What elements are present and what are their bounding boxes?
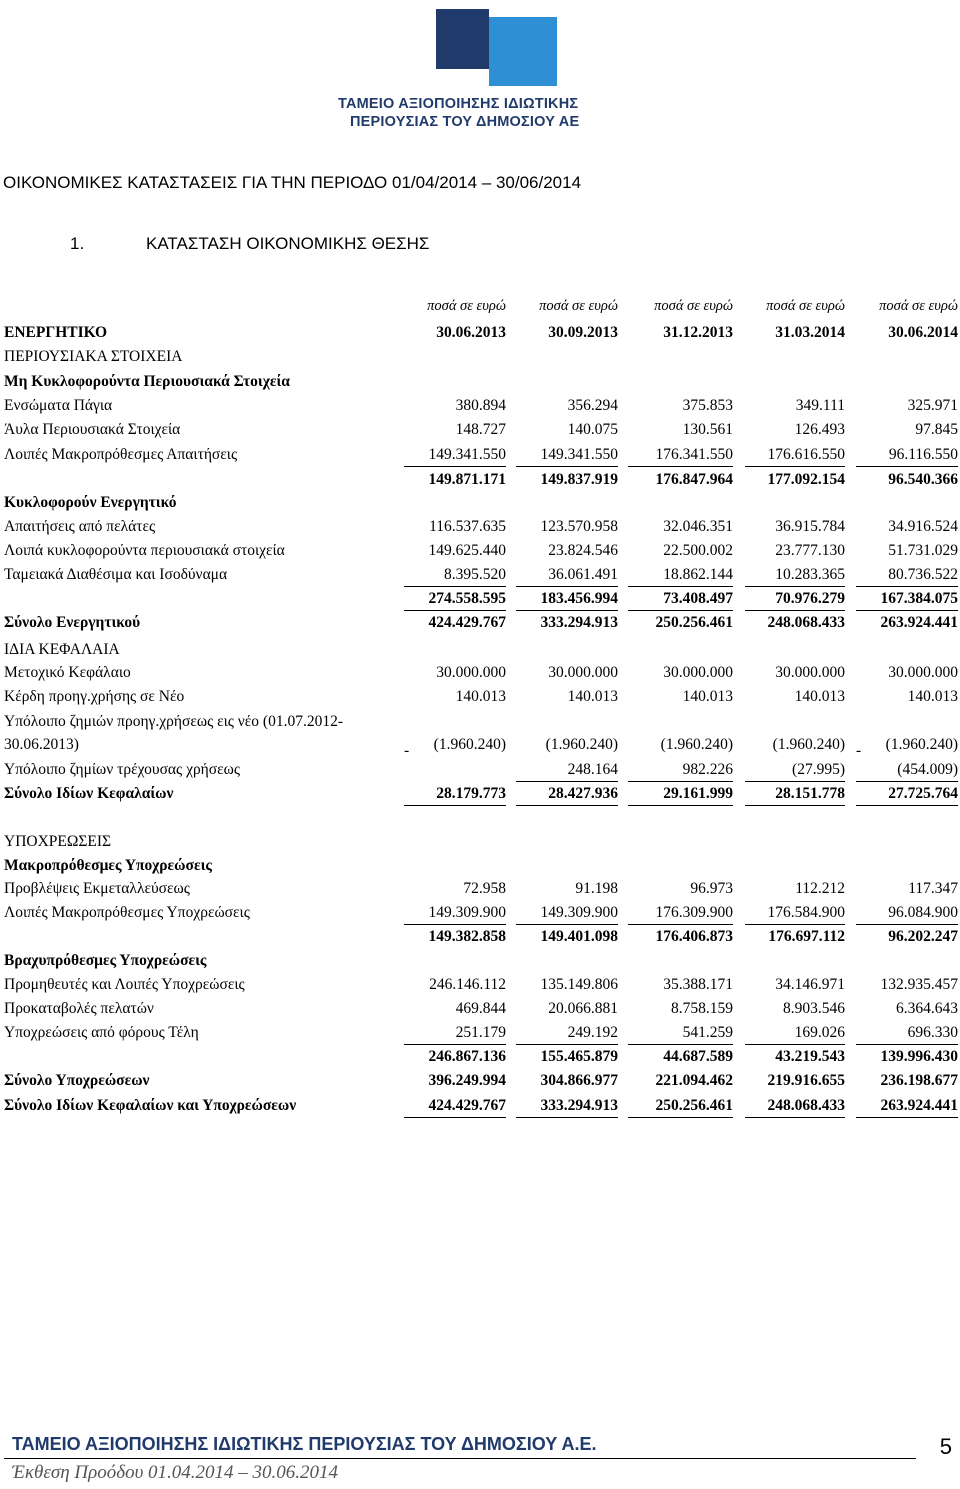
logo-line-2: ΠΕΡΙΟΥΣΙΑΣ ΤΟΥ ΔΗΜΟΣΙΟΥ ΑΕ — [350, 114, 580, 130]
row-label: Υπόλοιπο ζημίων τρέχουσας χρήσεως — [4, 761, 240, 778]
section-heading — [70, 234, 429, 254]
value-cell: 36.915.784 — [775, 518, 845, 535]
value-cell: 30.000.000 — [548, 664, 618, 681]
value-cell: 30.06.2014 — [888, 324, 958, 341]
table-row — [4, 614, 956, 636]
value-cell: 263.924.441 — [880, 614, 958, 631]
row-label: ΕΝΕΡΓΗΤΙΚΟ — [4, 324, 108, 341]
value-cell — [628, 641, 733, 661]
value-cell: 43.219.543 — [775, 1048, 845, 1065]
value-cell — [745, 373, 845, 393]
value-cell: - (1.960.240) — [856, 736, 958, 756]
value-cell: 155.465.879 — [540, 1048, 618, 1065]
table-row — [4, 446, 956, 468]
table-row — [4, 761, 956, 783]
value-cell: 396.249.994 — [428, 1072, 506, 1089]
value-cell: 18.862.144 — [628, 566, 733, 587]
value-cell: 91.198 — [575, 880, 618, 897]
value-cell — [516, 713, 618, 733]
value-cell — [745, 494, 845, 514]
section-title: ΚΑΤΑΣΤΑΣΗ ΟΙΚΟΝΟΜΙΚΗΣ ΘΕΣΗΣ — [146, 234, 430, 253]
value-cell: 140.075 — [567, 421, 618, 438]
value-cell: 424.429.767 — [428, 614, 506, 631]
value-cell: - (1.960.240) — [404, 736, 506, 756]
value-cell: 28.427.936 — [516, 785, 618, 806]
value-cell: 30.000.000 — [436, 664, 506, 681]
value-cell: 31.03.2014 — [775, 324, 845, 341]
value-cell: 135.149.806 — [540, 976, 618, 993]
value-cell: 130.561 — [682, 421, 733, 438]
value-cell: 149.401.098 — [540, 928, 618, 945]
value-cell: 126.493 — [794, 421, 845, 438]
value-cell: 250.256.461 — [628, 1097, 733, 1118]
value-cell: 96.084.900 — [856, 904, 958, 925]
value-cell: 982.226 — [628, 761, 733, 782]
row-label: Σύνολο Ιδίων Κεφαλαίων και Υποχρεώσεων — [4, 1097, 297, 1114]
value-cell: 149.625.440 — [428, 542, 506, 559]
table-row — [4, 664, 956, 686]
value-cell: 246.146.112 — [429, 976, 506, 993]
value-cell: 149.871.171 — [428, 471, 506, 488]
table-row — [4, 976, 956, 998]
logo-dark-square — [436, 9, 489, 69]
value-cell: 149.837.919 — [540, 471, 618, 488]
value-cell: 249.192 — [516, 1024, 618, 1045]
value-cell — [516, 494, 618, 514]
value-cell: 123.570.958 — [540, 518, 618, 535]
value-cell: 176.406.873 — [655, 928, 733, 945]
value-cell: 96.540.366 — [888, 471, 958, 488]
table-row — [4, 904, 956, 926]
value-cell: 73.408.497 — [628, 590, 733, 611]
table-row — [4, 928, 956, 950]
row-label: Ενσώματα Πάγια — [4, 397, 113, 414]
value-cell: 36.061.491 — [516, 566, 618, 587]
row-label: ΠΕΡΙΟΥΣΙΑΚΑ ΣΤΟΙΧΕΙΑ — [4, 348, 183, 365]
value-cell: 469.844 — [455, 1000, 506, 1017]
table-row — [4, 1048, 956, 1070]
value-cell: 28.151.778 — [745, 785, 845, 806]
value-cell: 140.013 — [682, 688, 733, 705]
value-cell: 117.347 — [908, 880, 958, 897]
row-label: Σύνολο Υποχρεώσεων — [4, 1072, 150, 1089]
row-label: Λοιπές Μακροπρόθεσμες Υποχρεώσεις — [4, 904, 250, 921]
value-cell — [856, 348, 958, 368]
value-cell: ποσά σε ευρώ — [539, 298, 618, 314]
value-cell: 236.198.677 — [880, 1072, 958, 1089]
table-row — [4, 952, 956, 974]
table-row — [4, 736, 956, 758]
footer-divider — [4, 1458, 916, 1459]
value-cell: 541.259 — [628, 1024, 733, 1045]
row-label: Άυλα Περιουσιακά Στοιχεία — [4, 421, 181, 438]
value-cell — [404, 952, 506, 972]
table-row — [4, 1000, 956, 1022]
value-cell: 23.777.130 — [775, 542, 845, 559]
value-cell: 34.916.524 — [888, 518, 958, 535]
page-number: 5 — [939, 1434, 952, 1459]
value-cell: 176.341.550 — [628, 446, 733, 467]
value-cell: 333.294.913 — [516, 1097, 618, 1118]
table-row — [4, 373, 956, 395]
value-cell: 246.867.136 — [428, 1048, 506, 1065]
row-label: Υποχρεώσεις από φόρους Τέλη — [4, 1024, 199, 1041]
table-row — [4, 1024, 956, 1046]
value-cell: 149.309.900 — [404, 904, 506, 925]
row-label: 30.06.2013) — [4, 736, 79, 753]
value-cell — [516, 641, 618, 661]
value-cell: 375.853 — [682, 397, 733, 414]
value-cell: 424.429.767 — [404, 1097, 506, 1118]
row-label: Σύνολο Ενεργητικού — [4, 614, 141, 631]
table-row — [4, 566, 956, 588]
value-cell — [745, 857, 845, 877]
table-row — [4, 518, 956, 540]
value-cell: 176.847.964 — [655, 471, 733, 488]
row-label: Μη Κυκλοφορούντα Περιουσιακά Στοιχεία — [4, 373, 290, 390]
value-cell — [404, 348, 506, 368]
value-cell: 30.000.000 — [663, 664, 733, 681]
value-cell: 97.845 — [915, 421, 958, 438]
value-cell: 30.06.2013 — [436, 324, 506, 341]
value-cell — [628, 494, 733, 514]
row-label: Βραχυπρόθεσμες Υποχρεώσεις — [4, 952, 207, 969]
row-label: ΙΔΙΑ ΚΕΦΑΛΑΙΑ — [4, 641, 120, 658]
footer-subtitle: Έκθεση Προόδου 01.04.2014 – 30.06.2014 — [12, 1462, 339, 1483]
value-cell: 148.727 — [455, 421, 506, 438]
value-cell: 96.116.550 — [856, 446, 958, 467]
value-cell: 28.179.773 — [404, 785, 506, 806]
value-cell: 140.013 — [907, 688, 958, 705]
value-cell: 221.094.462 — [655, 1072, 733, 1089]
value-cell: 274.558.595 — [404, 590, 506, 611]
row-label: Σύνολο Ιδίων Κεφαλαίων — [4, 785, 174, 802]
value-cell — [856, 373, 958, 393]
value-cell: (1.960.240) — [772, 736, 845, 753]
value-cell: 140.013 — [455, 688, 506, 705]
value-cell — [516, 348, 618, 368]
value-cell: 30.000.000 — [775, 664, 845, 681]
value-cell: 20.066.881 — [548, 1000, 618, 1017]
value-cell: 96.973 — [690, 880, 733, 897]
table-row — [4, 857, 956, 879]
table-row — [4, 713, 956, 735]
value-cell: 30.000.000 — [888, 664, 958, 681]
value-cell: (1.960.240) — [660, 736, 733, 753]
value-cell — [404, 713, 506, 733]
value-cell: 6.364.643 — [896, 1000, 958, 1017]
row-label: ΥΠΟΧΡΕΩΣΕΙΣ — [4, 833, 112, 850]
value-cell: 34.146.971 — [775, 976, 845, 993]
value-cell — [628, 952, 733, 972]
value-cell — [516, 833, 618, 853]
row-label: Προμηθευτές και Λοιπές Υποχρεώσεις — [4, 976, 245, 993]
value-cell — [516, 857, 618, 877]
value-cell: 183.456.994 — [516, 590, 618, 611]
value-cell: 176.584.900 — [745, 904, 845, 925]
value-cell — [628, 833, 733, 853]
value-cell: ποσά σε ευρώ — [879, 298, 958, 314]
value-cell: 35.388.171 — [663, 976, 733, 993]
value-cell: 140.013 — [794, 688, 845, 705]
value-cell — [745, 641, 845, 661]
table-row — [4, 298, 956, 320]
value-cell: 116.537.635 — [429, 518, 506, 535]
row-label: Ταμειακά Διαθέσιμα και Ισοδύναμα — [4, 566, 228, 583]
value-cell: 248.164 — [516, 761, 618, 782]
table-row — [4, 421, 956, 443]
value-cell: 176.616.550 — [745, 446, 845, 467]
value-cell: 248.068.433 — [745, 1097, 845, 1118]
value-cell: 149.341.550 — [404, 446, 506, 467]
table-row — [4, 590, 956, 612]
table-row — [4, 324, 956, 346]
value-cell — [628, 713, 733, 733]
value-cell — [856, 713, 958, 733]
value-cell: 219.916.655 — [767, 1072, 845, 1089]
table-row — [4, 688, 956, 710]
value-cell: 169.026 — [745, 1024, 845, 1045]
value-cell: 10.283.365 — [745, 566, 845, 587]
value-cell: 139.996.430 — [880, 1048, 958, 1065]
value-cell — [404, 833, 506, 853]
value-cell — [628, 857, 733, 877]
value-cell — [628, 348, 733, 368]
value-cell: 149.341.550 — [516, 446, 618, 467]
logo-line-1: ΤΑΜΕΙΟ ΑΞΙΟΠΟΙΗΣΗΣ ΙΔΙΩΤΙΚΗΣ — [338, 96, 579, 112]
value-cell: 248.068.433 — [767, 614, 845, 631]
value-cell: ποσά σε ευρώ — [654, 298, 733, 314]
value-cell: 380.894 — [455, 397, 506, 414]
value-cell — [404, 761, 506, 781]
value-cell: 167.384.075 — [856, 590, 958, 611]
value-cell: 80.736.522 — [856, 566, 958, 587]
value-cell — [516, 373, 618, 393]
table-row — [4, 833, 956, 855]
value-cell: 325.971 — [907, 397, 958, 414]
row-label: Μακροπρόθεσμες Υποχρεώσεις — [4, 857, 212, 874]
value-cell — [628, 373, 733, 393]
table-row — [4, 494, 956, 516]
value-cell: 304.866.977 — [540, 1072, 618, 1089]
table-row — [4, 542, 956, 564]
value-cell — [745, 713, 845, 733]
value-cell — [856, 641, 958, 661]
value-cell: (1.960.240) — [545, 736, 618, 753]
value-cell — [856, 833, 958, 853]
value-cell: 356.294 — [567, 397, 618, 414]
value-cell: 349.111 — [795, 397, 845, 414]
row-label: Υπόλοιπο ζημιών προηγ.χρήσεως εις νέο (01.07.2012- — [4, 713, 343, 730]
value-cell — [404, 641, 506, 661]
table-row — [4, 880, 956, 902]
value-cell: 176.309.900 — [628, 904, 733, 925]
value-cell: 8.758.159 — [671, 1000, 733, 1017]
value-cell: 31.12.2013 — [663, 324, 733, 341]
row-label: Κέρδη προηγ.χρήσης σε Νέο — [4, 688, 185, 705]
value-cell: ποσά σε ευρώ — [427, 298, 506, 314]
table-row — [4, 1097, 956, 1119]
value-cell — [516, 952, 618, 972]
row-label: Απαιτήσεις από πελάτες — [4, 518, 156, 535]
value-cell: 696.330 — [856, 1024, 958, 1045]
value-cell: 140.013 — [567, 688, 618, 705]
value-cell: 29.161.999 — [628, 785, 733, 806]
table-row — [4, 785, 956, 807]
value-cell: 44.687.589 — [663, 1048, 733, 1065]
value-cell: (454.009) — [856, 761, 958, 782]
value-cell: 22.500.002 — [663, 542, 733, 559]
value-cell: 96.202.247 — [888, 928, 958, 945]
value-cell: 149.382.858 — [428, 928, 506, 945]
row-label: Λοιπές Μακροπρόθεσμες Απαιτήσεις — [4, 446, 238, 463]
value-cell: (27.995) — [745, 761, 845, 782]
table-row — [4, 397, 956, 419]
value-cell: 112.212 — [795, 880, 845, 897]
logo — [330, 6, 630, 136]
value-cell: 32.046.351 — [663, 518, 733, 535]
row-label: Προβλέψεις Εκμεταλλεύσεως — [4, 880, 190, 897]
value-cell: 132.935.457 — [880, 976, 958, 993]
value-cell — [404, 494, 506, 514]
value-cell: 23.824.546 — [548, 542, 618, 559]
row-label: Κυκλοφορούν Ενεργητικό — [4, 494, 177, 511]
value-cell: 176.697.112 — [768, 928, 845, 945]
value-cell: 149.309.900 — [516, 904, 618, 925]
value-cell: 177.092.154 — [767, 471, 845, 488]
value-cell: 30.09.2013 — [548, 324, 618, 341]
value-cell — [404, 857, 506, 877]
value-cell — [856, 952, 958, 972]
value-cell: 251.179 — [404, 1024, 506, 1045]
value-cell: 333.294.913 — [540, 614, 618, 631]
table-row — [4, 1072, 956, 1094]
value-cell — [404, 373, 506, 393]
section-number: 1. — [70, 234, 85, 253]
value-cell: 263.924.441 — [856, 1097, 958, 1118]
row-label: Μετοχικό Κεφάλαιο — [4, 664, 131, 681]
footer-title: ΤΑΜΕΙΟ ΑΞΙΟΠΟΙΗΣΗΣ ΙΔΙΩΤΙΚΗΣ ΠΕΡΙΟΥΣΙΑΣ ΤΟΥ ΔΗΜΟΣΙΟΥ Α.Ε. — [12, 1434, 597, 1454]
row-label: Λοιπά κυκλοφορούντα περιουσιακά στοιχεία — [4, 542, 285, 559]
value-cell: 250.256.461 — [655, 614, 733, 631]
value-cell: 8.395.520 — [404, 566, 506, 587]
document-title: ΟΙΚΟΝΟΜΙΚΕΣ ΚΑΤΑΣΤΑΣΕΙΣ ΓΙΑ ΤΗΝ ΠΕΡΙΟΔΟ 01/04/2014 – 30/06/2014 — [3, 173, 582, 192]
value-cell: 27.725.764 — [856, 785, 958, 806]
table-row — [4, 641, 956, 663]
value-cell — [745, 833, 845, 853]
value-cell — [856, 857, 958, 877]
value-cell: 8.903.546 — [783, 1000, 845, 1017]
logo-light-square — [489, 17, 557, 86]
value-cell — [856, 494, 958, 514]
table-row — [4, 471, 956, 493]
row-label: Προκαταβολές πελατών — [4, 1000, 154, 1017]
value-cell: 72.958 — [463, 880, 506, 897]
value-cell: ποσά σε ευρώ — [766, 298, 845, 314]
table-row — [4, 348, 956, 370]
value-cell: 70.976.279 — [745, 590, 845, 611]
value-cell — [745, 952, 845, 972]
value-cell — [745, 348, 845, 368]
value-cell: 51.731.029 — [888, 542, 958, 559]
